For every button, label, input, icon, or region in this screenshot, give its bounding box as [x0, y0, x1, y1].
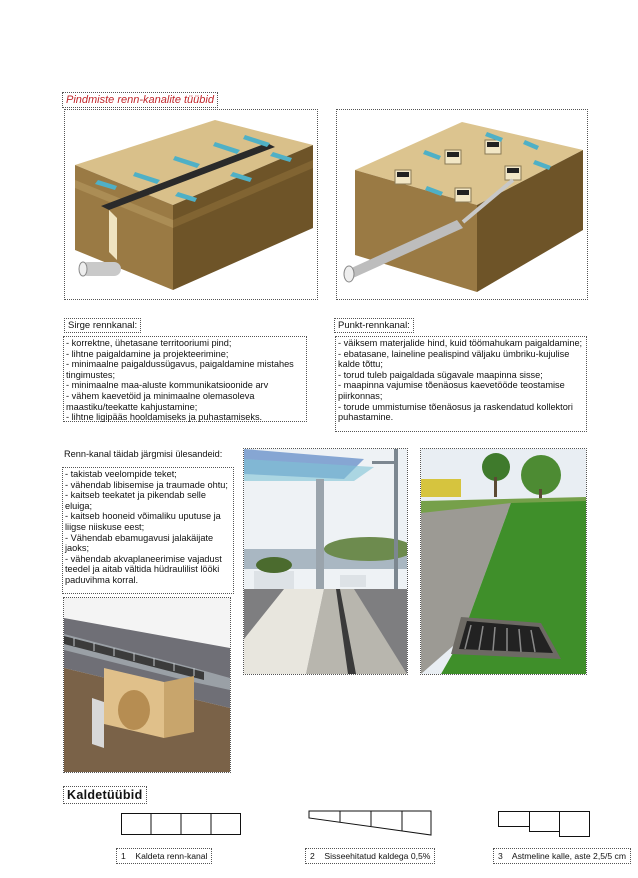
lawn-grate-photo [420, 448, 587, 675]
slope-caption-2-label: Sisseehitatud kaldega 0,5% [324, 851, 431, 861]
slope-caption-3-label: Astmeline kalle, aste 2,5/5 cm [511, 851, 627, 861]
slope-caption-3-number: 3 [498, 851, 503, 861]
functions-points: - takistab veelompide teket; - vähendab libisemise ja traumade ohtu; - kaitseb teekatet ja pikendab selle eluiga; - kaitseb hooneid võimaliku uputuse ja liigse niiskuse eest; - Vähendab ebamugavusi jalakäijate jaoks; - vähendab akvaplaneerimise vajadust teedel ja aitab vältida hüdraulilist lööki paduvihma korral. [62, 467, 234, 594]
slope-diagram-stepped [498, 811, 590, 837]
point-drain-illustration [336, 109, 588, 300]
slope-caption-1-number: 1 [121, 851, 126, 861]
slope-caption-1-label: Kaldeta renn-kanal [135, 851, 208, 861]
slope-types-heading: Kaldetüübid [63, 786, 147, 804]
page-title: Pindmiste renn-kanalite tüübid [62, 92, 218, 108]
slope-caption-2 [305, 848, 435, 864]
boardwalk-photo [243, 448, 408, 675]
point-drain-label: Punkt-rennkanal: [334, 318, 414, 333]
slope-caption-1 [116, 848, 212, 864]
linear-drain-points: - korrektne, ühetasane territooriumi pind; - lihtne paigaldamine ja projekteerimine; - minimaalne paigaldussügavus, paigaldamine mistahes tingimustes; - minimaalne maa-aluste kommunikatsioonide arv - vähem kaevetöid ja minimaalne olemasoleva maastiku/teekatte kahjustamine; - lihtne ligipääs hooldamiseks ja puhastamiseks. [63, 336, 307, 422]
slope-diagram-built-in [308, 810, 432, 836]
slope-caption-3 [493, 848, 631, 864]
linear-drain-illustration [64, 109, 318, 300]
slope-diagram-flat [121, 813, 241, 835]
point-drain-points: - väiksem materjalide hind, kuid töömahukam paigaldamine; - ebatasane, laineline pealispind väljaku ümbriku-kujulise kalde tõttu; - torud tuleb paigaldada sügavale maapinna sisse; - maapinna vajumise tõenäosus kaevetööde teostamise piirkonnas; - torude ummistumise tõenäosus ja raskendatud kollektori puhastamine. [335, 336, 587, 432]
slope-caption-2-number: 2 [310, 851, 315, 861]
drain-channel-photo [63, 597, 231, 773]
linear-drain-label: Sirge rennkanal: [64, 318, 141, 333]
functions-heading: Renn-kanal täidab järgmisi ülesandeid: [64, 449, 223, 459]
